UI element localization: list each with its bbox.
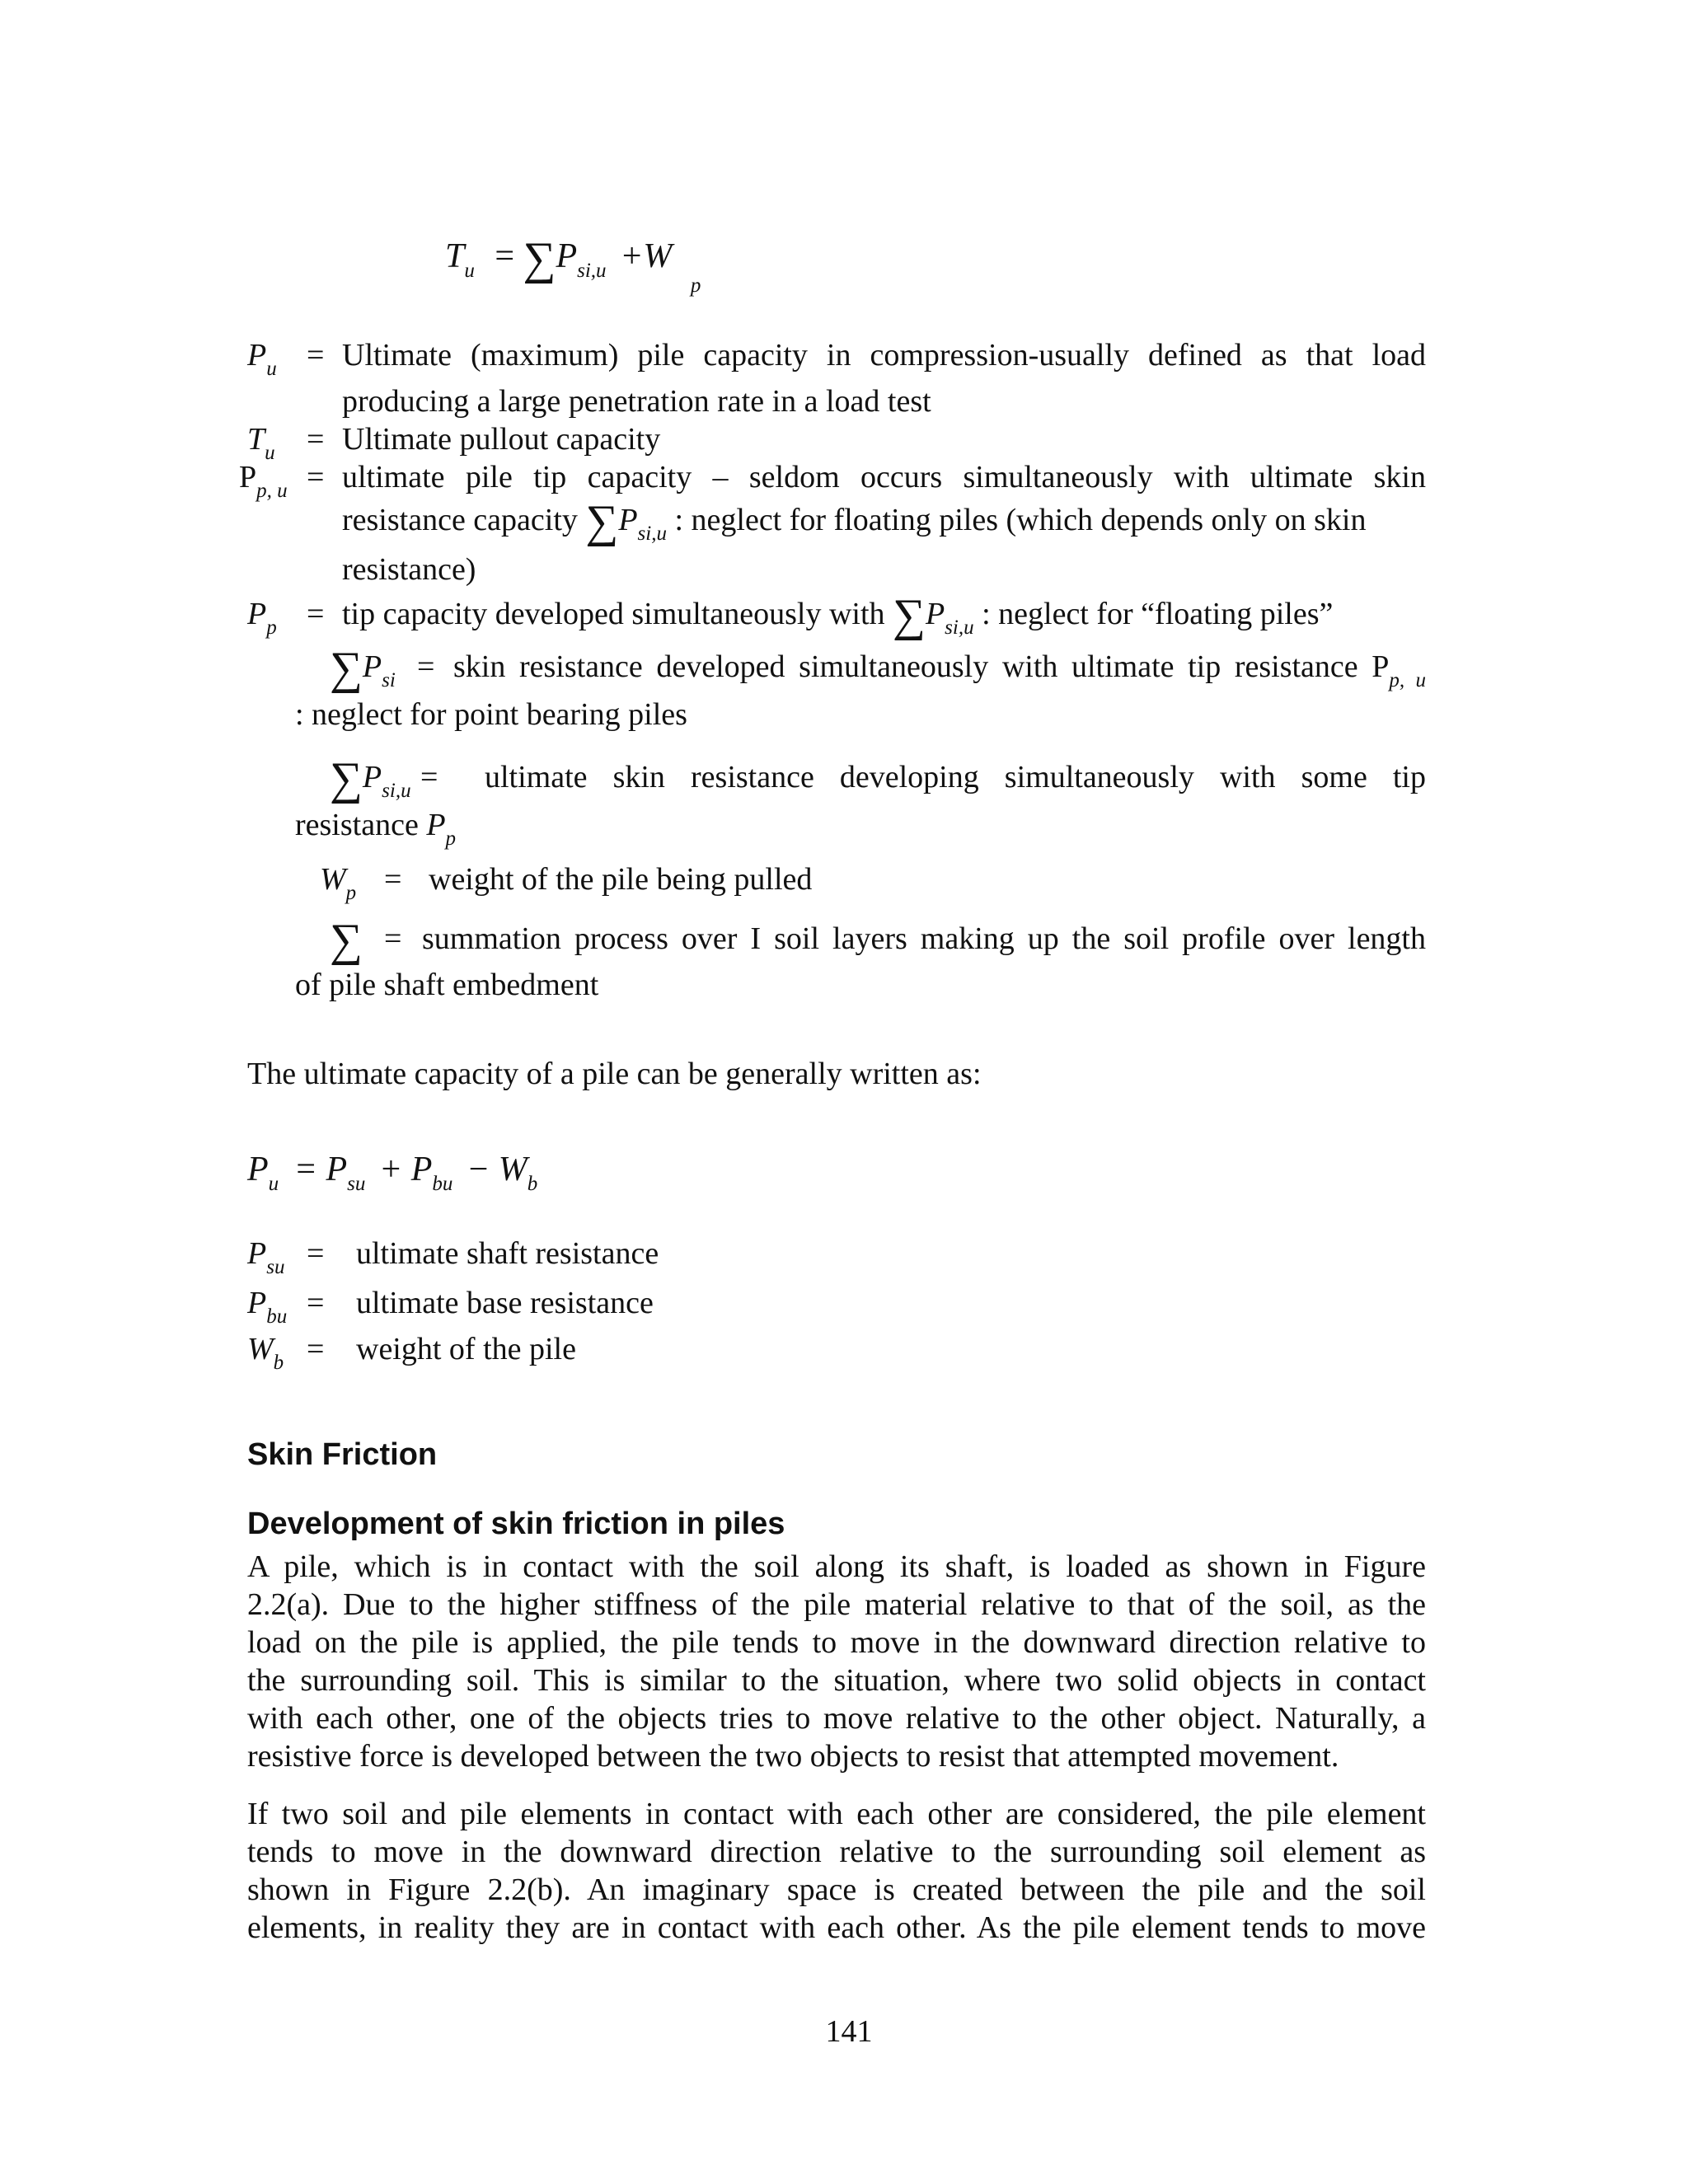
paragraph-line: the surrounding soil. This is similar to the situation, where two solid objects in contact <box>247 1663 1426 1698</box>
def-wb-symbol: $W_b$ <box>247 1332 284 1374</box>
def-tu-symbol: $T_u$ <box>247 422 275 464</box>
def-ppu-line2: resistance capacity $\sum P_{si,u}$ : neglect for floating piles (which depends only on skin <box>342 496 1367 547</box>
paragraph-line: elements, in reality they are in contact with each other. As the pile element tends to move <box>247 1910 1426 1945</box>
def-pu-symbol: $P_u$ <box>247 338 277 380</box>
def-tu-eq: = <box>307 422 325 457</box>
def-tu-text: Ultimate pullout capacity <box>342 422 661 457</box>
def-psi-eq: = <box>417 649 435 684</box>
def-pu-eq: = <box>307 338 325 373</box>
def-wb-eq: = <box>307 1332 325 1366</box>
def-pbu-symbol: $P_{bu}$ <box>247 1286 288 1328</box>
def-wp-eq: = <box>384 862 402 897</box>
def-psu-symbol: $P_{su}$ <box>247 1236 285 1278</box>
paragraph-line: tends to move in the downward direction relative to the surrounding soil element as <box>247 1835 1426 1869</box>
paragraph-line: If two soil and pile elements in contact with each other are considered, the pile element <box>247 1797 1426 1831</box>
paragraph-line: with each other, one of the objects tries to move relative to the other object. Naturally, a <box>247 1701 1426 1736</box>
def-wp-symbol: $W_p$ <box>320 862 357 904</box>
def-psiu-line2: resistance $P_p$ <box>295 808 457 850</box>
sum-symbol: ∑ <box>893 590 926 641</box>
def-sum-symbol: ∑ <box>330 915 363 966</box>
def-sum-eq: = <box>384 921 402 956</box>
def-pp-eq: = <box>307 597 325 631</box>
def-pbu-text: ultimate base resistance <box>356 1286 654 1320</box>
sum-symbol: ∑ <box>585 496 619 547</box>
intro-sentence: The ultimate capacity of a pile can be generally written as: <box>247 1057 982 1091</box>
paragraph-line: A pile, which is in contact with the soil along its shaft, is loaded as shown in Figure <box>247 1549 1426 1584</box>
paragraph-line: resistive force is developed between the two objects to resist that attempted movement. <box>247 1739 1339 1774</box>
def-pp-text: tip capacity developed simultaneously with $\sum P_{si,u}$ : neglect for “floating piles” <box>342 590 1334 641</box>
equation-tu: $T_u = \sum P_{si,u} +W$ $_p$ <box>445 233 701 297</box>
def-psi-line1: skin resistance developed simultaneously with ultimate tip resistance $P_{p, u}$ <box>453 649 1427 691</box>
def-pu-line2: producing a large penetration rate in a load test <box>342 384 931 419</box>
def-psiu-symbol: $\sum P_{si,u}$ <box>330 753 411 804</box>
def-psu-eq: = <box>307 1236 325 1271</box>
def-ppu-eq: = <box>307 460 325 494</box>
paragraph-line: shown in Figure 2.2(b). An imaginary space is created between the pile and the soil <box>247 1872 1426 1907</box>
paragraph-line: load on the pile is applied, the pile tends to move in the downward direction relative to <box>247 1625 1426 1660</box>
heading-development: Development of skin friction in piles <box>247 1507 785 1541</box>
paragraph-2 <box>247 1795 1426 1947</box>
paragraph-1 <box>247 1548 1426 1775</box>
def-ppu-line3: resistance) <box>342 552 476 587</box>
page-number: 141 <box>825 2014 873 2049</box>
paragraph-line: 2.2(a). Due to the higher stiffness of the pile material relative to that of the soil, as the <box>247 1587 1426 1622</box>
def-psi-symbol: $\sum P_{si}$ <box>330 643 396 694</box>
def-wp-text: weight of the pile being pulled <box>429 862 813 897</box>
heading-skin-friction: Skin Friction <box>247 1437 438 1472</box>
equation-pu: $P_u = P_{su} + P_{bu} - W_b$ <box>247 1151 538 1195</box>
def-pbu-eq: = <box>307 1286 325 1320</box>
def-ppu-symbol: $P_{p, u}$ <box>239 460 288 502</box>
def-sum-line1: summation process over I soil layers making up the soil profile over length <box>422 921 1426 956</box>
def-ppu-line1: ultimate pile tip capacity – seldom occurs simultaneously with ultimate skin <box>342 460 1426 494</box>
def-pp-symbol: $P_p$ <box>247 597 277 639</box>
def-sum-line2: of pile shaft embedment <box>295 968 599 1002</box>
def-pu-line1: Ultimate (maximum) pile capacity in compression-usually defined as that load <box>342 338 1426 373</box>
def-wb-text: weight of the pile <box>356 1332 576 1366</box>
def-psiu-eq: = <box>420 760 438 794</box>
def-psu-text: ultimate shaft resistance <box>356 1236 659 1271</box>
def-psi-line2: : neglect for point bearing piles <box>295 697 687 732</box>
def-psiu-line1: ultimate skin resistance developing simultaneously with some tip <box>485 760 1426 794</box>
